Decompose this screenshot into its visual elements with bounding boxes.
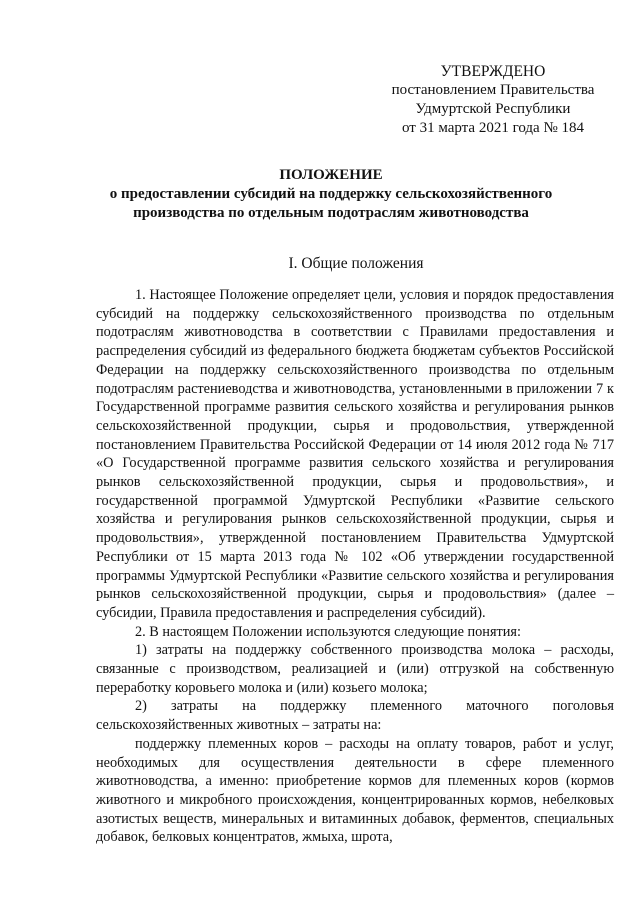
section-heading: I. Общие положения <box>288 255 424 272</box>
paragraph-3: 1) затраты на поддержку собственного производства молока – расходы, связанные с производством, реализацией и (или) отгрузкой на собственную переработку коровьего молока и (или) козьего молока; <box>96 642 614 696</box>
document-body <box>96 286 614 847</box>
document-subtitle-line-1: о предоставлении субсидий на поддержку сельскохозяйственного <box>109 186 553 202</box>
approval-stamp <box>386 62 600 138</box>
document-title: ПОЛОЖЕНИЕ <box>279 167 383 183</box>
paragraph-2: 2. В настоящем Положении используются следующие понятия: <box>135 623 521 640</box>
approval-line-3: от 31 марта 2021 года № 184 <box>401 120 585 136</box>
paragraph-4: 2) затраты на поддержку племенного маточного поголовья сельскохозяйственных животных – затраты на: <box>96 698 614 734</box>
approval-heading: УТВЕРЖДЕНО <box>440 63 546 80</box>
document-title-block <box>96 166 566 223</box>
approval-line-2: Удмуртской Республики <box>415 101 571 117</box>
paragraph-5: поддержку племенных коров – расходы на оплату товаров, работ и услуг, необходимых для осуществления деятельности в сфере племенного животноводства, а именно: приобретение кормов для племенных коров (кормов животного и микробного происхождения, концентрированных кормов, небелковых азотистых веществ, минеральных и витаминных добавок, ферментов, специальных добавок, белковых концентратов, жмыха, шрота, <box>96 735 614 846</box>
document-subtitle-line-2: производства по отдельным подотраслям животноводства <box>133 205 529 221</box>
paragraph-1: 1. Настоящее Положение определяет цели, условия и порядок предоставления субсидий на поддержку сельскохозяйственного производства по отдельным подотраслям животноводства в соответствии с Правилами предоставления и распределения субсидий из федерального бюджета бюджетам субъектов Российской Федерации на поддержку сельскохозяйственного производства по отдельным подотраслям растениеводства и животноводства, установленными в приложении 7 к Государственной программе развития сельского хозяйства и регулирования рынков сельскохозяйственной продукции, сырья и продовольствия, утвержденной постановлением Правительства Российской Федерации от 14 июля 2012 года № 717 «О Государственной программе развития сельского хозяйства и регулирования рынков сельскохозяйственной продукции, сырья и продовольствия», и государственной программой Удмуртской Республики «Развитие сельского хозяйства и регулирования рынков сельскохозяйственной продукции, сырья и продовольствия», утвержденной постановлением Правительства Удмуртской Республики от 15 марта 2013 года № 102 «Об утверждении государственной программы Удмуртской Республики «Развитие сельского хозяйства и регулирования рынков сельскохозяйственной продукции, сырья и продовольствия» (далее – субсидии, Правила предоставления и распределения субсидий). <box>96 287 614 621</box>
approval-line-1: постановлением Правительства <box>391 82 595 98</box>
